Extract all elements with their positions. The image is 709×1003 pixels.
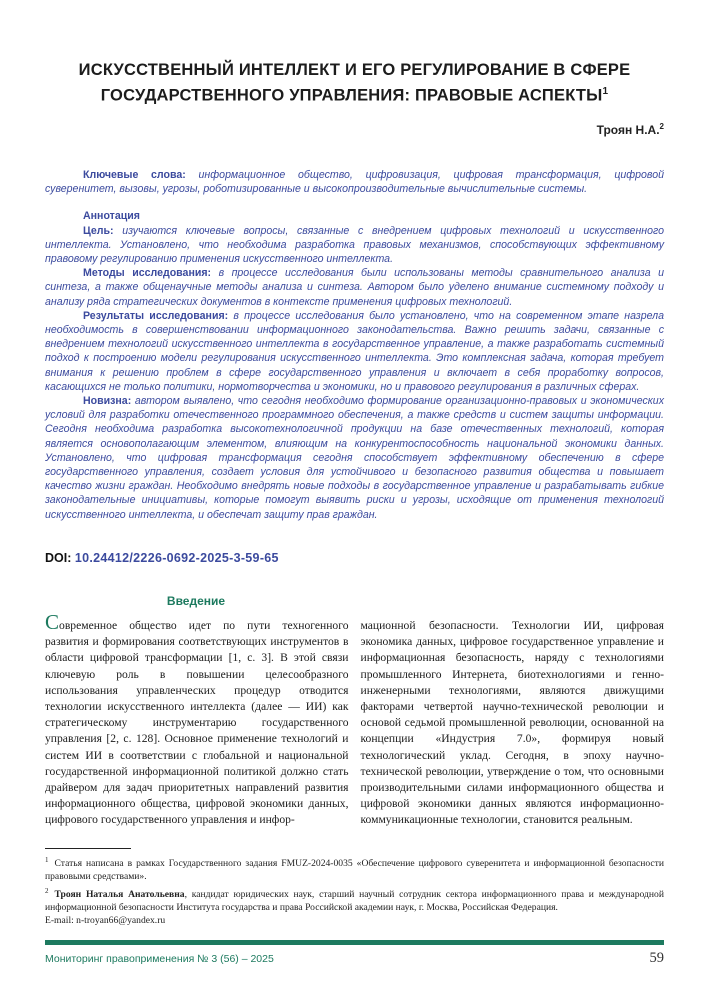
abstract-section-goal bbox=[45, 224, 664, 267]
keywords-text: информационное общество, цифровизация, цифровая трансформация, цифровой суверенитет, вызовы, угрозы, роботизированные и высокопроизводительные вычислительные системы. bbox=[45, 169, 664, 196]
abstract-goal-text: изучаются ключевые вопросы, связанные с внедрением цифровых технологий и искусственного интеллекта. Установлено, что необходима разработка правовых механизмов, способствующих эффективному правовому регулированию применения искусственного интеллекта. bbox=[45, 224, 664, 266]
abstract-methods-label: Методы исследования: bbox=[83, 267, 212, 280]
abstract-section-novelty bbox=[45, 394, 664, 522]
footer-journal-title: Мониторинг правоприменения № 3 (56) – 2025 bbox=[45, 953, 274, 965]
abstract-results-label: Результаты исследования: bbox=[83, 309, 229, 322]
footnote-2 bbox=[45, 885, 664, 927]
introduction-heading: Введение bbox=[166, 594, 226, 608]
author-name: Троян Н.А. bbox=[596, 123, 660, 137]
article-title bbox=[45, 60, 664, 107]
abstract-novelty-label: Новизна: bbox=[83, 395, 132, 408]
abstract-section-results bbox=[45, 309, 664, 394]
author-footnote-ref: 2 bbox=[659, 122, 664, 131]
footnote-divider bbox=[45, 848, 131, 849]
body-column-right bbox=[361, 618, 665, 829]
abstract-goal-label: Цель: bbox=[83, 224, 114, 237]
footer-accent-bar bbox=[45, 940, 664, 945]
abstract-section-methods bbox=[45, 266, 664, 309]
footnote-2-author-bold: Троян Наталья Анатольевна bbox=[54, 889, 185, 901]
footer-page-number: 59 bbox=[649, 950, 664, 966]
doi-row bbox=[45, 551, 279, 565]
dropcap-letter: С bbox=[45, 610, 60, 634]
abstract-novelty-text: автором выявлено, что сегодня необходимо формирование организационно-правовых и экономических условий для разработки отечественного программного обеспечения, а также средств и систем защиты информации. Сегодня необходима разработка высокотехнологичной продукции на базе отечественных технологий, которая является основополагающим элементом, влияющим на конкурентоспособность национальной экономики данных. Установлено, что цифровая трансформация сегодня способствует эффективному обеспечению в сфере государственного управления, создает условия для устойчивого и безопасного развития общества и повышает качество жизни граждан. Необходимо внедрять новые подходы в государственное управление и разрабатывать гибкие законодательные инициативы, которые помогут выявить риски и угрозы, исходящие от применения технологий искусственного интеллекта, и обеспечат защиту прав граждан. bbox=[45, 395, 664, 521]
abstract-results-text: в процессе исследования было установлено, что на современном этапе назрела необходимость в совершенствовании информационного законодательства. Важно решить задачи, связанные с внедрением технологий искусственного интеллекта в государственное управление, а также разработать системный подход к построению модели регулирования искусственного интеллекта. Это комплексная задача, которая требует внимания к решению проблем в сфере государственного управления и включает в себя проработку вопросов, касающихся не только политики, нормотворчества и экономики, но и правового регулирования в различных сферах. bbox=[45, 309, 664, 393]
body-column-left bbox=[45, 610, 349, 829]
footnote-2-email[interactable]: E-mail: n-troyan66@yandex.ru bbox=[45, 915, 166, 927]
body-left-text: овременное общество идет по пути техногенного развития и формирования соответствующих инструментов в области цифровой трансформации [1, с. 3]. В этой связи ключевую роль в повышении целесообразного использования управленческих процедур отводится технологии искусственного интеллекта (далее — ИИ) как стратегическому инструментарию государственного управления [2, с. 128]. Основное применение технологий и систем ИИ в соответствии с глобальной и национальной государственной информационной политикой должно стать драйвером для задач приоритетных направлений развития информационного общества, цифровой экономики данных, цифрового государственного управления и инфор- bbox=[45, 619, 349, 827]
body-paragraph-left bbox=[45, 610, 349, 829]
abstract-heading: Аннотация bbox=[83, 210, 140, 223]
footnote-1-marker: 1 bbox=[45, 856, 49, 864]
footnotes-block bbox=[45, 854, 664, 929]
body-paragraph-right: мационной безопасности. Технологии ИИ, цифровая экономика данных, цифровое государственное управление и информационная безопасность, наряду с технологиями промышленного Интернета, биотехнологиями и генно-инженерными технологиями, являются движущими факторами четвертой научно-технической революции и основой седьмой промышленной революции, основанной на концепции «Индустрия 7.0», формируя новый технологический уклад. Сегодня, в эпоху научно-технической революции, утверждение о том, что основными производительными силами информационного общества и цифровой экономики данных являются информационно-коммуникационные технологии, становится реальным. bbox=[360, 619, 664, 827]
keywords-label: Ключевые слова: bbox=[83, 169, 186, 181]
keywords-paragraph bbox=[45, 168, 664, 196]
abstract-methods-text: в процессе исследования были использованы методы сравнительного анализа и синтеза, а также общенаучные методы анализа и синтеза. Автором было уделено внимание системному подходу и анализу ряда стратегических документов в контексте применения цифровых технологий. bbox=[45, 267, 665, 308]
footnote-2-text: , кандидат юридических наук, старший научный сотрудник сектора информационного права и международной информационной безопасности Института государства и права Российской академии наук, г. Москва, Российская Федерация. bbox=[45, 889, 664, 914]
doi-link[interactable]: 10.24412/2226-0692-2025-3-59-65 bbox=[74, 551, 279, 565]
footer-row bbox=[45, 950, 664, 967]
article-title-text: ИСКУССТВЕННЫЙ ИНТЕЛЛЕКТ И ЕГО РЕГУЛИРОВАНИЕ В СФЕРЕ ГОСУДАРСТВЕННОГО УПРАВЛЕНИЯ: ПРАВОВЫЕ АСПЕКТЫ bbox=[78, 61, 631, 105]
author-line bbox=[45, 122, 664, 137]
title-footnote-ref: 1 bbox=[602, 86, 609, 97]
footnote-1-text: Статья написана в рамках Государственного задания FMUZ-2024-0035 «Обеспечение цифрового суверенитета и информационной безопасности правовыми средствами». bbox=[45, 858, 664, 883]
body-columns bbox=[45, 610, 664, 829]
doi-label: DOI: bbox=[45, 551, 72, 565]
abstract-block bbox=[45, 168, 664, 522]
footnote-2-marker: 2 bbox=[45, 887, 49, 896]
footnote-1 bbox=[45, 854, 664, 883]
